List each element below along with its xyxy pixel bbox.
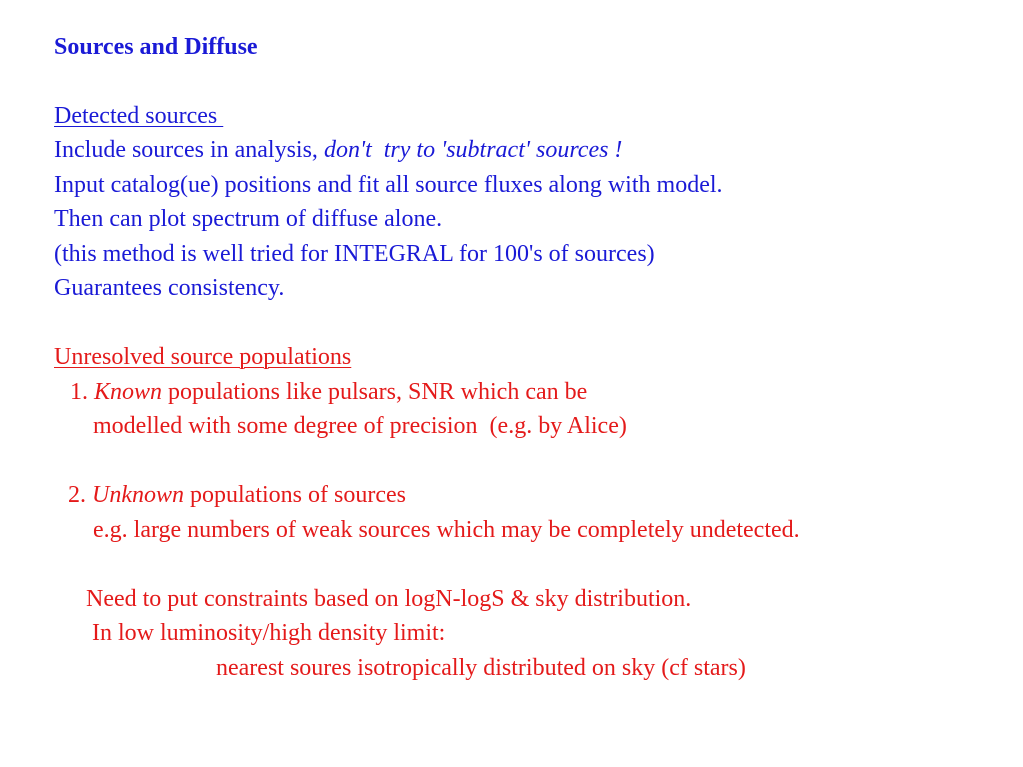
item2-unknown: Unknown: [92, 482, 184, 508]
limit-line: In low luminosity/high density limit:: [92, 620, 446, 646]
detected-line-integral: (this method is well tried for INTEGRAL for 100's of sources): [54, 241, 655, 267]
item1-number: 1.: [70, 379, 94, 405]
dont-subtract-text: don't try to 'subtract' sources !: [323, 137, 623, 163]
item2-rest: populations of sources: [184, 482, 406, 508]
include-text: Include sources in analysis,: [54, 137, 324, 163]
detected-line-catalog: Input catalog(ue) positions and fit all source fluxes along with model.: [54, 172, 723, 198]
unresolved-heading: Unresolved source populations: [54, 344, 352, 370]
item2-line1: [68, 478, 406, 513]
item2-line2: e.g. large numbers of weak sources which may be completely undetected.: [93, 517, 800, 543]
item1-rest: populations like pulsars, SNR which can be: [162, 379, 588, 405]
item2-number: 2.: [68, 482, 92, 508]
constraints-line: Need to put constraints based on logN-logS & sky distribution.: [86, 586, 692, 612]
detected-line-include: [54, 133, 622, 168]
detected-line-spectrum: Then can plot spectrum of diffuse alone.: [54, 206, 443, 232]
item1-line2: modelled with some degree of precision (e.g. by Alice): [93, 413, 627, 439]
nearest-line: nearest soures isotropically distributed on sky (cf stars): [216, 655, 746, 681]
item1-line1: [70, 375, 587, 410]
item1-known: Known: [94, 379, 163, 405]
detected-line-consistency: Guarantees consistency.: [54, 275, 285, 301]
slide-title: Sources and Diffuse: [54, 34, 258, 60]
detected-sources-heading: Detected sources: [54, 103, 224, 129]
